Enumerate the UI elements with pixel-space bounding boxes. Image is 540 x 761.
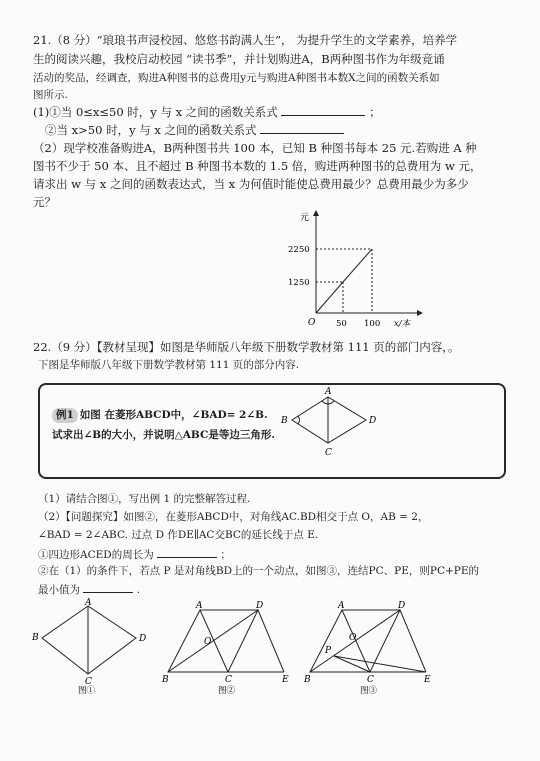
- box-rhombus-figure: [278, 385, 378, 465]
- answer-blank-3[interactable]: [157, 546, 217, 558]
- figure-2: [158, 598, 298, 694]
- figure-1: [30, 598, 160, 694]
- answer-blank-2[interactable]: [260, 122, 344, 134]
- box-label-D: D: [369, 416, 377, 426]
- fig1-label-C: C: [85, 677, 92, 687]
- answer-blank-1[interactable]: [281, 104, 365, 116]
- q22-sub2b: ∠BAD = 2∠ABC. 过点 D 作DE∥AC交BC的延长线于点 E.: [38, 529, 319, 541]
- q21-line-1: 21.（8 分）“琅琅书声浸校园、悠悠书韵满人生”， 为提升学生的文学素养，培养学: [33, 33, 458, 47]
- fig2-label-C: C: [225, 675, 232, 685]
- function-line: [316, 249, 372, 313]
- box-label-A: A: [325, 387, 332, 397]
- box-label-C: C: [325, 448, 332, 458]
- x-unit-label: x/本: [394, 319, 411, 329]
- q21-part2-line-3: 请求出 w 与 x 之间的函数表达式，当 x 为何值时能使总费用最少？总费用最少为多少: [33, 177, 469, 191]
- q21-part1b: [45, 122, 344, 138]
- q22-sub2c: [38, 546, 231, 563]
- fig1-label-D: D: [139, 634, 147, 644]
- fig3-label-D: D: [398, 601, 406, 611]
- y-tick-1250: 1250: [288, 278, 310, 288]
- q22-sub2e: [38, 581, 140, 598]
- example-line-1: [52, 408, 268, 423]
- x-tick-100: 100: [364, 319, 381, 329]
- fig2-label-B: B: [162, 675, 169, 685]
- fig3-label-O: O: [349, 633, 357, 643]
- figure-3: [300, 598, 450, 694]
- fig3-label-P: P: [325, 646, 332, 656]
- q21-line-2: 生的阅读兴趣，我校启动校园 “读书季”，并计划购进A，B两种图书作为年级竞诵: [33, 52, 445, 66]
- box-label-B: B: [281, 416, 288, 426]
- fig3-label-C: C: [367, 675, 374, 685]
- fig2-label-O: O: [204, 637, 212, 647]
- fig1-label-A: A: [85, 598, 92, 608]
- q22-sub2e-end: .: [136, 584, 141, 596]
- y-tick-2250: 2250: [288, 245, 310, 255]
- fig1-caption: 图①: [78, 686, 96, 694]
- q22-sub2c-end: ；: [220, 549, 231, 561]
- q22-sub2c-text: ①四边形ACED的周长为: [38, 549, 154, 561]
- q21-part1a-end: ；: [369, 105, 381, 119]
- q21-part1a-text: (1)①当 0≤x≤50 时，y 与 x 之间的函数关系式: [33, 105, 278, 119]
- example-line-1-text: 如图 在菱形ABCD中，∠BAD= 2∠B.: [79, 409, 268, 421]
- q22-line-1: 22.（9 分）【教材呈现】如图是华师版八年级下册数学教材第 111 页的部门内容，。: [33, 340, 460, 354]
- q22-sub2d: ②在（1）的条件下，若点 P 是对角线BD上的一个动点，如图③，连结PC、PE，则PC+PE的: [38, 565, 480, 577]
- q22-sub2a: （2）【问题探究】如图②，在菱形ABCD中，对角线AC.BD相交于点 O，AB = 2，: [38, 511, 429, 523]
- q21-part1b-text: ②当 x>50 时，y 与 x 之间的函数关系式: [45, 123, 257, 137]
- fig2-caption: 图②: [218, 686, 236, 694]
- q21-line-3: 活动的奖品，经调查，购进A种图书的总费用y元与购进A种图书本数X之间的函数关系如: [33, 72, 440, 84]
- fig2-label-D: D: [256, 601, 264, 611]
- q21-part2-line-4: 元？: [33, 195, 56, 209]
- origin-label: O: [308, 318, 316, 328]
- q21-line-4: 图所示.: [33, 89, 68, 101]
- example-line-2: [52, 428, 275, 443]
- fig3-label-E: E: [424, 675, 431, 685]
- q22-sub2e-text: 最小值为: [38, 584, 80, 596]
- q21-part1a: [33, 104, 381, 120]
- example-tag: 例1: [52, 408, 78, 423]
- fig1-label-B: B: [32, 633, 39, 643]
- answer-blank-4[interactable]: [83, 581, 133, 593]
- q21-part2-line-2: 图书不少于 50 本、且不超过 B 种图书本数的 1.5 倍，购进两种图书的总费用为 w 元，: [33, 159, 482, 173]
- q22-sub1: （1）请结合图①，写出例 1 的完整解答过程.: [38, 493, 251, 505]
- fig2-label-A: A: [196, 601, 203, 611]
- cost-function-graph: [280, 205, 430, 333]
- example-line-2-text: 试求出∠B的大小，并说明△ABC是等边三角形.: [52, 429, 275, 441]
- q22-line-2: 下图是华师版八年级下册数学教材第 111 页的部分内容.: [38, 359, 300, 371]
- fig2-label-E: E: [282, 675, 289, 685]
- q21-part2-line-1: （2）现学校准备购进A，B两种图书共 100 本，已知 B 种图书每本 25 元.若购进 A 种: [33, 141, 477, 155]
- x-tick-50: 50: [336, 319, 347, 329]
- fig3-caption: 图③: [360, 686, 378, 694]
- y-unit-label: 元: [300, 213, 310, 223]
- fig3-label-A: A: [338, 601, 345, 611]
- fig3-label-B: B: [304, 675, 311, 685]
